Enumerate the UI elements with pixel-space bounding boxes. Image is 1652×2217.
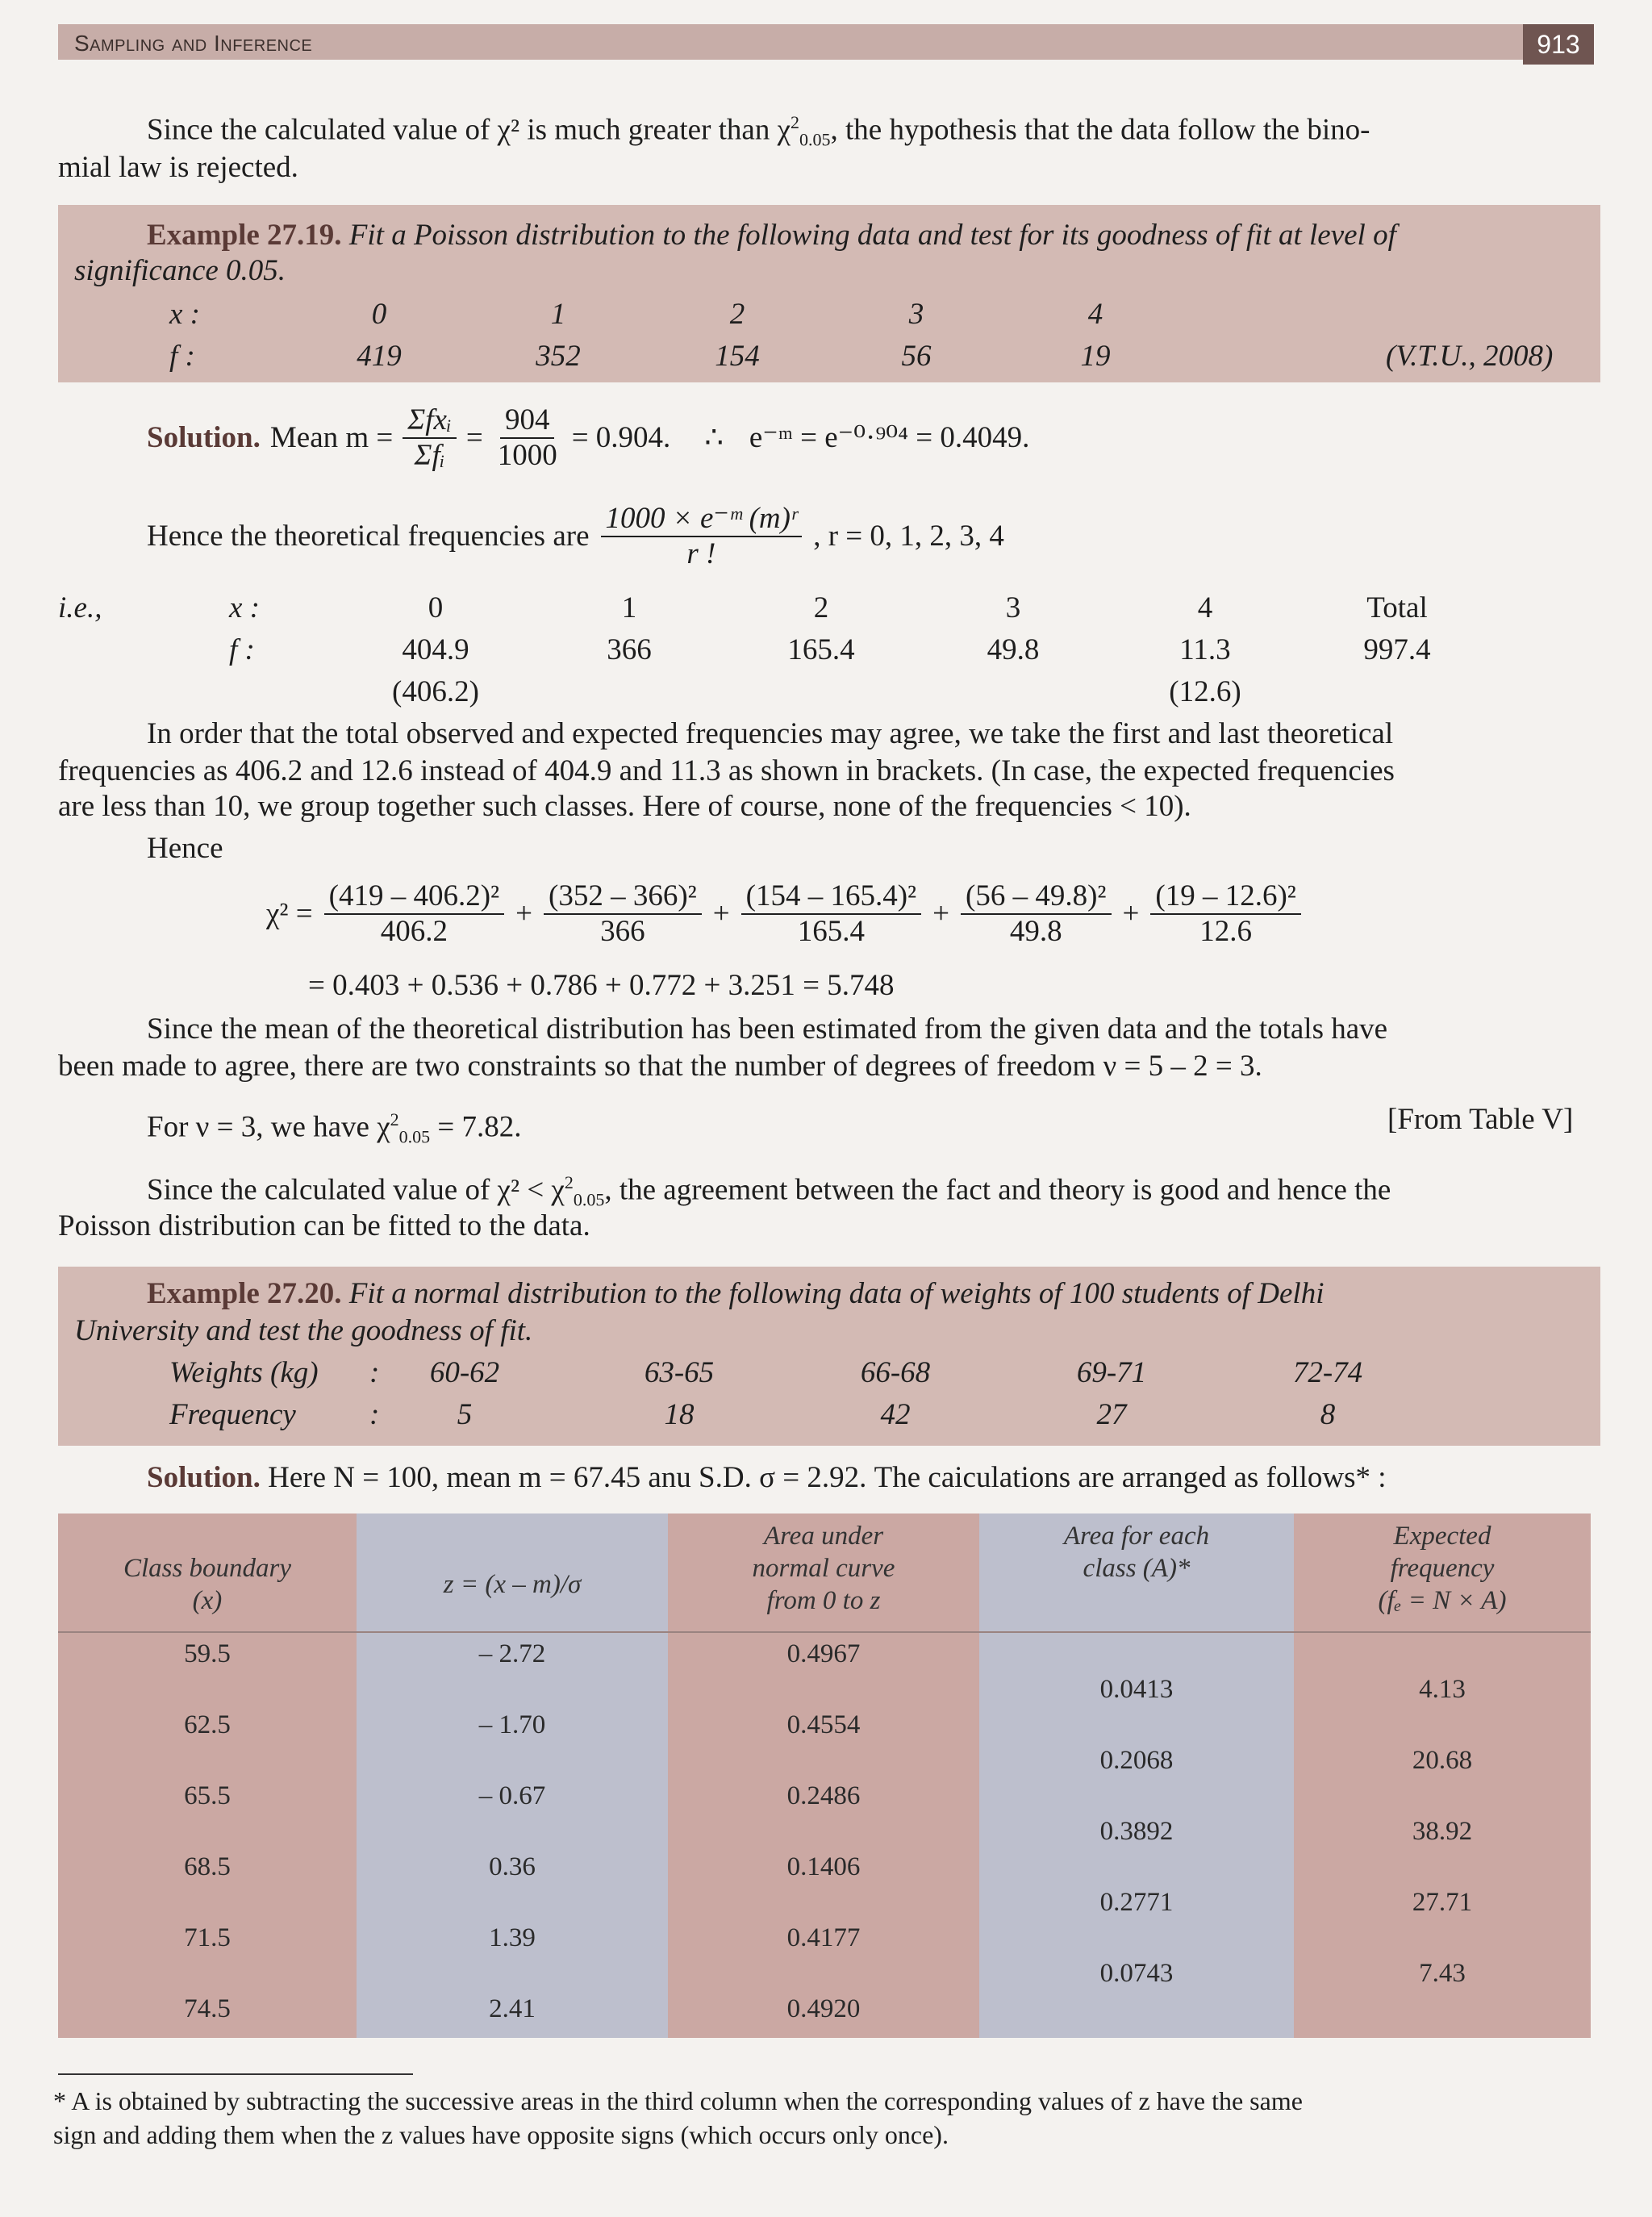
solution-2-line: Solution. Here N = 100, mean m = 67.45 anu S.D. σ = 2.92. The caiculations are arranged as follows* : xyxy=(147,1461,1387,1494)
example-27-19-line-2: significance 0.05. xyxy=(74,254,286,287)
weight-class: 60-62 xyxy=(429,1356,500,1389)
table-cell-area: 0.2486 xyxy=(786,1781,861,1810)
sol1-x-value: 3 xyxy=(1005,591,1021,624)
solution-mean-line: Solution. Mean m = $\frac{\text{Σfxᵢ}}{\text{Σfᵢ}}$ = $\frac{904}{1000}$ = 0.904. ∴ e⁻ᵐ = e⁻⁰·⁹⁰⁴ = 0.4049. xyxy=(147,403,1030,472)
sol1-f-label: f : xyxy=(229,633,255,666)
ex1-x-value: 2 xyxy=(729,298,745,331)
table-cell-expected: 4.13 xyxy=(1419,1675,1466,1704)
footnote-line-1: * A is obtained by subtracting the successive areas in the third column when the corresponding values of z have the same xyxy=(53,2086,1303,2115)
table-value-line: For ν = 3, we have $\chi^2_{0.05} = 7.82$. xyxy=(147,1109,522,1147)
theoretical-formula-line: Hence the theoretical frequencies are $\frac{\text{1000 × e⁻ᵐ (m)ʳ}}{r !}$ , r = 0, 1, 2, 3, 4 xyxy=(147,502,1004,570)
weight-class: 72-74 xyxy=(1292,1356,1363,1389)
dof-line-1: Since the mean of the theoretical distribution has been estimated from the given data and the totals have xyxy=(147,1012,1388,1046)
weight-frequency: 5 xyxy=(457,1398,473,1431)
conclusion-line-2: Poisson distribution can be fitted to the data. xyxy=(58,1209,590,1242)
table-cell-x: 65.5 xyxy=(184,1781,231,1810)
table-cell-z: – 1.70 xyxy=(478,1710,546,1739)
sol1-total-value: 997.4 xyxy=(1363,633,1431,666)
adjusted-first: (406.2) xyxy=(392,675,479,708)
sol1-x-value: 2 xyxy=(813,591,829,624)
weight-class: 69-71 xyxy=(1076,1356,1147,1389)
dof-line-2: been made to agree, there are two constraints so that the number of degrees of freedom ν = 5 – 2 = 3. xyxy=(58,1050,1262,1083)
table-cell-class-area: 0.0743 xyxy=(1099,1959,1174,1988)
sol1-f-value: 366 xyxy=(607,633,652,666)
table-cell-x: 59.5 xyxy=(184,1639,231,1668)
frequency-label: Frequency xyxy=(169,1398,296,1431)
hence-label: Hence xyxy=(147,832,223,865)
table-cell-z: – 0.67 xyxy=(478,1781,546,1810)
weights-colon: : xyxy=(369,1356,380,1389)
sol1-x-value: 4 xyxy=(1197,591,1213,624)
para-line: In order that the total observed and expected frequencies may agree, we take the first and last theoretical xyxy=(147,717,1394,750)
table-header-class-boundary: Class boundary (x) xyxy=(123,1554,292,1615)
sol1-x-label: x : xyxy=(229,591,260,624)
table-cell-expected: 7.43 xyxy=(1419,1959,1466,1988)
sol1-x-value: 0 xyxy=(428,591,444,624)
weight-frequency: 42 xyxy=(880,1398,911,1431)
adjusted-last: (12.6) xyxy=(1169,675,1241,708)
ex1-f-label: f : xyxy=(169,340,195,373)
weight-frequency: 27 xyxy=(1096,1398,1127,1431)
ex1-f-value: 419 xyxy=(357,340,402,373)
frequency-colon: : xyxy=(369,1398,380,1431)
table-header-divider xyxy=(58,1631,1591,1633)
table-cell-class-area: 0.0413 xyxy=(1099,1675,1174,1704)
example-27-20-line-1: Example 27.20. Fit a normal distribution to the following data of weights of 100 students of Delhi xyxy=(147,1277,1325,1310)
sol1-total-label: Total xyxy=(1366,591,1428,624)
para-line: frequencies as 406.2 and 12.6 instead of 404.9 and 11.3 as shown in brackets. (In case, the expected frequencies xyxy=(58,754,1395,787)
ex1-x-value: 3 xyxy=(908,298,924,331)
normal-fit-table xyxy=(58,1513,1591,2038)
table-cell-z: 0.36 xyxy=(489,1852,536,1881)
chi-square-expression: χ² = $\frac{\text{(419 – 406.2)²}}{406.2}$ + $\frac{\text{(352 – 366)²}}{366}$ + $\frac{\text{(154 – 165.4)²}}{165.4}$ + $\frac{\text{(56 – 49.8)²}}{49.8}$ + $\frac{\text{(19 – 12.6)²}}{12.6}$ xyxy=(266,879,1301,949)
ex1-f-value: 352 xyxy=(536,340,581,373)
table-cell-z: 2.41 xyxy=(489,1994,536,2023)
sol1-x-value: 1 xyxy=(621,591,637,624)
table-header-area: Area under normal curve from 0 to z xyxy=(752,1522,895,1615)
table-cell-class-area: 0.3892 xyxy=(1099,1817,1174,1846)
intro-line-2: mial law is rejected. xyxy=(58,151,298,184)
conclusion-line-1: Since the calculated value of $\chi^2 < \chi^2_{0.05}$, the agreement between the fact and theory is good and hence the xyxy=(147,1172,1391,1210)
table-cell-area: 0.4177 xyxy=(786,1923,861,1952)
para-line: are less than 10, we group together such classes. Here of course, none of the frequencies < 10). xyxy=(58,790,1191,823)
table-cell-z: – 2.72 xyxy=(478,1639,546,1668)
table-cell-z: 1.39 xyxy=(489,1923,536,1952)
ex1-f-value: 154 xyxy=(715,340,760,373)
table-cell-expected: 20.68 xyxy=(1412,1746,1473,1775)
table-cell-class-area: 0.2771 xyxy=(1099,1888,1174,1917)
sol1-f-value: 404.9 xyxy=(402,633,469,666)
ex1-x-value: 4 xyxy=(1087,298,1103,331)
ex1-source: (V.T.U., 2008) xyxy=(1386,340,1554,373)
table-cell-area: 0.4967 xyxy=(786,1639,861,1668)
table-cell-area: 0.4920 xyxy=(786,1994,861,2023)
weight-class: 63-65 xyxy=(644,1356,715,1389)
ex1-f-value: 56 xyxy=(901,340,932,373)
page-number: 913 xyxy=(1523,24,1594,65)
example-27-20-line-2: University and test the goodness of fit. xyxy=(74,1314,533,1347)
example-27-19-line-1: Example 27.19. Fit a Poisson distribution to the following data and test for its goodness of fit at level of xyxy=(147,219,1396,252)
ex1-x-value: 0 xyxy=(371,298,387,331)
footnote-rule xyxy=(58,2073,413,2075)
table-cell-class-area: 0.2068 xyxy=(1099,1746,1174,1775)
ie-label: i.e., xyxy=(58,591,102,624)
table-reference: [From Table V] xyxy=(1387,1103,1574,1136)
ex1-f-value: 19 xyxy=(1080,340,1111,373)
weight-class: 66-68 xyxy=(860,1356,931,1389)
table-cell-expected: 38.92 xyxy=(1412,1817,1473,1846)
weight-frequency: 18 xyxy=(664,1398,695,1431)
weight-frequency: 8 xyxy=(1320,1398,1336,1431)
ex1-x-value: 1 xyxy=(550,298,566,331)
footnote-line-2: sign and adding them when the z values have opposite signs (which occurs only once). xyxy=(53,2120,949,2149)
ex1-x-label: x : xyxy=(169,298,200,331)
weights-label: Weights (kg) xyxy=(169,1356,319,1389)
table-cell-area: 0.1406 xyxy=(786,1852,861,1881)
table-cell-x: 71.5 xyxy=(184,1923,231,1952)
chi-square-result: = 0.403 + 0.536 + 0.786 + 0.772 + 3.251 = 5.748 xyxy=(308,969,895,1002)
sol1-f-value: 49.8 xyxy=(987,633,1040,666)
table-header-expected: Expected frequency (fₑ = N × A) xyxy=(1378,1522,1507,1615)
table-header-z: z = (x – m)/σ xyxy=(443,1570,582,1599)
table-cell-x: 62.5 xyxy=(184,1710,231,1739)
table-header-class-area: Area for each class (A)* xyxy=(1063,1522,1210,1583)
sol1-f-value: 165.4 xyxy=(787,633,855,666)
table-cell-x: 68.5 xyxy=(184,1852,231,1881)
table-cell-x: 74.5 xyxy=(184,1994,231,2023)
intro-line-1: Since the calculated value of χ² is much greater than $\chi^2_{0.05}$, the hypothesis that the data follow the bino- xyxy=(147,112,1370,150)
table-cell-area: 0.4554 xyxy=(786,1710,861,1739)
running-header-title: Sampling and Inference xyxy=(74,31,313,56)
sol1-f-value: 11.3 xyxy=(1179,633,1231,666)
table-cell-expected: 27.71 xyxy=(1412,1888,1473,1917)
